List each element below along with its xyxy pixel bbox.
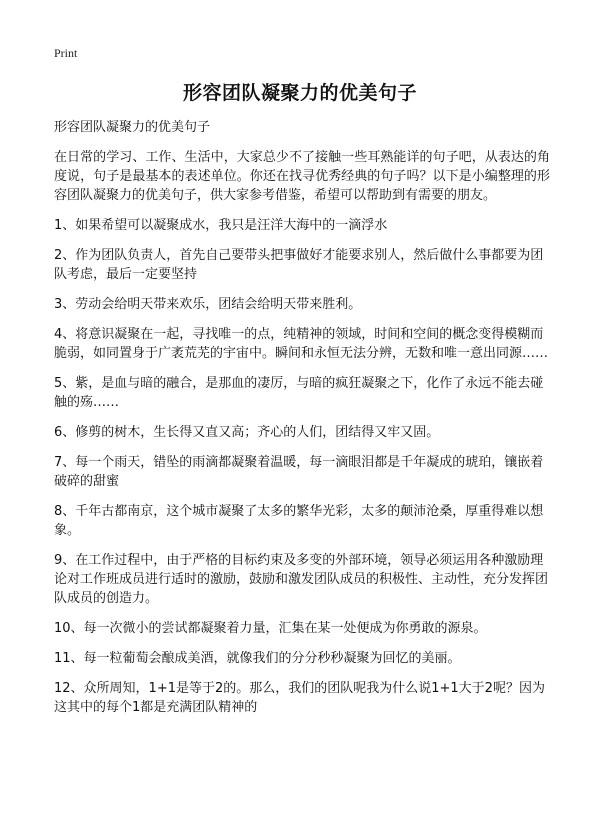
list-item: 1、如果希望可以凝聚成水，我只是汪洋大海中的一滴浮水 <box>54 218 388 233</box>
document-title: 形容团队凝聚力的优美句子 <box>182 82 417 104</box>
intro-paragraph: 在日常的学习、工作、生活中，大家总少不了接触一些耳熟能详的句子吧，从表达的角度说，句子是最基本的表述单位。你还在找寻优秀经典的句子吗？以下是小编整理的形容团队凝聚力的优美句子，供大家参考借鉴，希望可以帮助到有需要的朋友。 <box>54 150 550 203</box>
list-item: 9、在工作过程中，由于严格的目标约束及多变的外部环境，领导必须运用各种激励理论对工作班成员进行适时的激励，鼓励和激发团队成员的积极性、主动性，充分发挥团队成员的创造力。 <box>54 553 549 606</box>
print-link[interactable]: Print <box>54 46 78 60</box>
sentence-list <box>54 216 550 717</box>
list-item: 3、劳动会给明天带来欢乐，团结会给明天带来胜利。 <box>54 297 362 312</box>
list-item: 4、将意识凝聚在一起，寻找唯一的点，纯精神的领域，时间和空间的概念变得模糊而脆弱，如同置身于广袤荒芜的宇宙中。瞬间和永恒无法分辨，无数和唯一意出同源…… <box>54 327 549 361</box>
document-body <box>54 118 550 728</box>
list-item: 5、紫，是血与暗的融合，是那血的凄厉，与暗的疯狂凝聚之下，化作了永远不能去碰触的殇…… <box>54 376 544 410</box>
list-item: 6、修剪的树木，生长得又直又高；齐心的人们，团结得又牢又固。 <box>54 425 440 440</box>
list-item: 8、千年古都南京，这个城市凝聚了太多的繁华光彩，太多的颠沛沧桑，厚重得难以想象。 <box>54 504 544 538</box>
list-item: 10、每一次微小的尝试都凝聚着力量，汇集在某一处便成为你勇敢的源泉。 <box>54 621 487 636</box>
document-subtitle: 形容团队凝聚力的优美句子 <box>54 120 211 135</box>
list-item: 12、众所周知，1+1是等于2的。那么，我们的团队呢我为什么说1+1大于2呢？因为这其中的每个1都是充满团队精神的 <box>54 681 545 715</box>
list-item: 11、每一粒葡萄会酿成美酒，就像我们的分分秒秒凝聚为回忆的美丽。 <box>54 651 461 666</box>
list-item: 7、每一个雨天，错坠的雨滴都凝聚着温暖，每一滴眼泪都是千年凝成的琥珀，镶嵌着破碎的甜蜜 <box>54 455 544 489</box>
list-item: 2、作为团队负责人，首先自己要带头把事做好才能要求别人，然后做什么事都要为团队考虑，最后一定要坚持 <box>54 248 544 282</box>
